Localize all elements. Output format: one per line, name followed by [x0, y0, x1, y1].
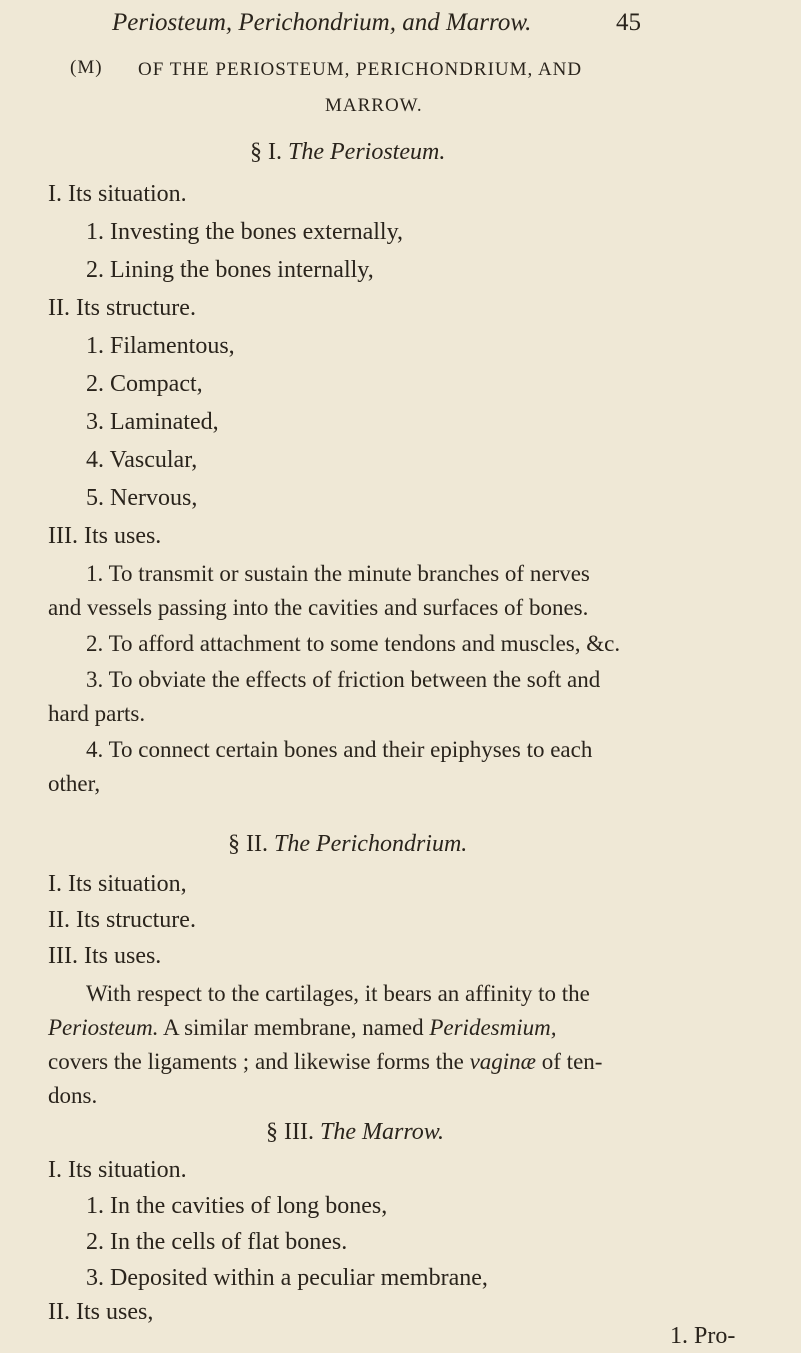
section1-structure-item: 5. Nervous, — [86, 485, 198, 511]
chapter-title-line1: OF THE PERIOSTEUM, PERICHONDRIUM, AND — [138, 59, 583, 80]
section3-title: The Marrow. — [319, 1119, 444, 1145]
section1-uses-heading: III. Its uses. — [48, 523, 162, 549]
vaginae-term: vaginæ — [469, 1049, 537, 1074]
section1-structure-item: 4. Vascular, — [86, 447, 198, 473]
paragraph-text: A similar membrane, named — [158, 1015, 430, 1040]
section1-situation-item: 2. Lining the bones internally, — [86, 257, 374, 283]
section2-subheading: II. Its structure. — [48, 907, 196, 933]
section1-situation-item: 1. Investing the bones externally, — [86, 219, 404, 245]
section3-situation-item: 3. Deposited within a peculiar membrane, — [86, 1265, 488, 1291]
section1-uses-line: 4. To connect certain bones and their epiphyses to each — [86, 737, 593, 762]
section2-heading — [228, 832, 467, 856]
section1-structure-item: 2. Compact, — [86, 371, 203, 397]
running-head-title: Periosteum, Perichondrium, and Marrow. — [112, 9, 532, 36]
section1-uses-line: hard parts. — [48, 701, 146, 726]
section2-subheading: III. Its uses. — [48, 943, 162, 969]
section3-situation-item: 1. In the cavities of long bones, — [86, 1193, 388, 1219]
paragraph-text: of ten- — [536, 1049, 603, 1074]
periosteum-term: Periosteum. — [48, 1015, 159, 1040]
catchword: 1. Pro- — [670, 1323, 736, 1349]
section3-number: § III. — [266, 1119, 314, 1145]
section1-uses-line: and vessels passing into the cavities and surfaces of bones. — [48, 595, 589, 620]
section1-uses-line: 2. To afford attachment to some tendons and muscles, &c. — [86, 631, 621, 656]
section1-uses-line: 1. To transmit or sustain the minute branches of nerves — [86, 561, 590, 586]
section2-title: The Perichondrium. — [273, 831, 468, 857]
section1-structure-heading: II. Its structure. — [48, 295, 196, 321]
section3-situation-heading: I. Its situation. — [48, 1157, 187, 1183]
section1-structure-item: 1. Filamentous, — [86, 333, 235, 359]
section1-situation-heading: I. Its situation. — [48, 181, 187, 207]
peridesmium-term: Peridesmium, — [429, 1015, 557, 1040]
section2-paragraph-line — [48, 1050, 602, 1073]
chapter-marker: (M) — [70, 57, 103, 78]
paragraph-text: covers the ligaments ; and likewise forms the — [48, 1049, 470, 1074]
section3-uses-heading: II. Its uses, — [48, 1299, 154, 1325]
section1-title: The Periosteum. — [288, 139, 446, 165]
section2-paragraph-line: With respect to the cartilages, it bears an affinity to the — [86, 981, 590, 1006]
section1-uses-line: other, — [48, 771, 101, 796]
page-number: 45 — [616, 9, 641, 36]
section1-number: § I. — [250, 139, 282, 165]
section1-heading — [250, 140, 445, 164]
section3-situation-item: 2. In the cells of flat bones. — [86, 1229, 348, 1255]
section2-number: § II. — [228, 831, 268, 857]
chapter-title-line2: MARROW. — [325, 95, 423, 116]
section2-paragraph-line: dons. — [48, 1083, 98, 1108]
section2-paragraph-line — [48, 1016, 556, 1039]
section1-uses-line: 3. To obviate the effects of friction between the soft and — [86, 667, 601, 692]
section1-structure-item: 3. Laminated, — [86, 409, 219, 435]
section2-subheading: I. Its situation, — [48, 871, 187, 897]
section3-heading — [266, 1120, 444, 1144]
